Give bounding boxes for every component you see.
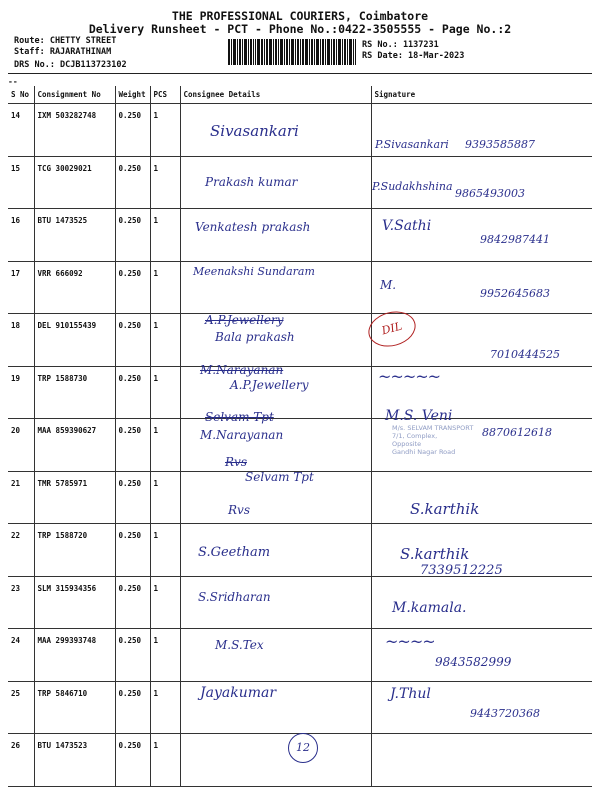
row-pcs: 1 (150, 104, 180, 157)
row-sno: 14 (8, 104, 34, 157)
row-weight: 0.250 (115, 419, 150, 472)
row-sno: 24 (8, 629, 34, 682)
row-pcs: 1 (150, 419, 180, 472)
company-title: THE PROFESSIONAL COURIERS, Coimbatore (171, 9, 429, 23)
row-weight: 0.250 (115, 314, 150, 367)
table-row (8, 576, 592, 629)
row-sno: 16 (8, 209, 34, 262)
handwritten-signature: M.S. Veni (385, 408, 453, 424)
row-weight: 0.250 (115, 104, 150, 157)
row-pcs: 1 (150, 629, 180, 682)
row-pcs: 1 (150, 156, 180, 209)
row-weight: 0.250 (115, 261, 150, 314)
row-consignment: TMR 5785971 (34, 471, 115, 524)
col-signature: Signature (371, 86, 592, 104)
row-consignment: MAA 859390627 (34, 419, 115, 472)
handwritten-consignee: A.P.Jewellery (230, 378, 309, 392)
handwritten-phone: 9952645683 (480, 287, 550, 300)
row-consignment: TCG 30029021 (34, 156, 115, 209)
handwritten-consignee-struck: Rvs (225, 455, 247, 469)
row-weight: 0.250 (115, 471, 150, 524)
handwritten-phone: 9393585887 (465, 138, 535, 151)
row-pcs: 1 (150, 209, 180, 262)
handwritten-signature: V.Sathi (382, 218, 432, 234)
handwritten-phone: 9843582999 (435, 655, 512, 669)
handwritten-consignee: Meenakshi Sundaram (193, 265, 315, 278)
row-pcs: 1 (150, 576, 180, 629)
row-pcs: 1 (150, 681, 180, 734)
row-consignment: TRP 1588730 (34, 366, 115, 419)
handwritten-consignee: Sivasankari (210, 122, 299, 140)
dil-stamp: DIL (364, 306, 419, 351)
handwritten-consignee: M.Narayanan (200, 428, 284, 442)
row-pcs: 1 (150, 261, 180, 314)
row-pcs: 1 (150, 366, 180, 419)
staff-label: Staff: RAJARATHINAM (14, 47, 112, 57)
handwritten-phone: 7010444525 (490, 348, 560, 361)
handwritten-consignee-struck: M.Narayanan (200, 363, 284, 377)
row-pcs: 1 (150, 734, 180, 787)
row-sno: 20 (8, 419, 34, 472)
row-sno: 17 (8, 261, 34, 314)
row-consignment: IXM 503282748 (34, 104, 115, 157)
row-pcs: 1 (150, 471, 180, 524)
row-sno: 26 (8, 734, 34, 787)
row-weight: 0.250 (115, 366, 150, 419)
row-weight: 0.250 (115, 734, 150, 787)
handwritten-consignee: S.Sridharan (198, 590, 271, 604)
rs-date: RS Date: 18-Mar-2023 (362, 51, 465, 61)
col-pcs: PCS (150, 86, 180, 104)
handwritten-signature: S.karthik (410, 500, 480, 518)
handwritten-phone: 7339512225 (420, 563, 503, 578)
handwritten-phone: 9443720368 (470, 707, 540, 720)
handwritten-phone: 9842987441 (480, 233, 550, 246)
row-weight: 0.250 (115, 524, 150, 577)
row-sno: 19 (8, 366, 34, 419)
row-consignment: BTU 1473523 (34, 734, 115, 787)
row-consignment: TRP 1588720 (34, 524, 115, 577)
stamp-line: 7/1, Complex, (392, 432, 438, 440)
row-consignment: VRR 666092 (34, 261, 115, 314)
table-row (8, 156, 592, 209)
row-sno: 25 (8, 681, 34, 734)
barcode (228, 39, 356, 65)
handwritten-consignee: Jayakumar (200, 685, 277, 701)
rs-number: RS No.: 1137231 (362, 40, 439, 50)
handwritten-consignee: M.S.Tex (215, 638, 264, 652)
handwritten-signature-scribble: ~~~~~ (378, 367, 441, 386)
row-pcs: 1 (150, 314, 180, 367)
col-consignee: Consignee Details (180, 86, 371, 104)
row-sno: 23 (8, 576, 34, 629)
handwritten-consignee: Venkatesh prakash (195, 220, 311, 234)
stamp-line: Opposite (392, 440, 422, 448)
row-weight: 0.250 (115, 629, 150, 682)
handwritten-signature-scribble: ~~~~ (385, 632, 435, 651)
header-dash: -- (8, 77, 18, 86)
handwritten-phone: 9865493003 (455, 187, 525, 200)
page-number-mark: 12 (288, 733, 318, 763)
row-weight: 0.250 (115, 576, 150, 629)
stamp-line: M/s. SELVAM TRANSPORT (392, 424, 474, 432)
runsheet-title: Delivery Runsheet - PCT - Phone No.:0422-3505555 - Page No.:2 (88, 22, 512, 36)
handwritten-consignee: Rvs (228, 503, 250, 517)
handwritten-consignee: Selvam Tpt (245, 470, 314, 484)
row-sno: 22 (8, 524, 34, 577)
drs-number: DRS No.: DCJB113723102 (14, 60, 127, 70)
handwritten-consignee: S.Geetham (198, 545, 271, 560)
handwritten-signature: P.Sudakhshina (372, 180, 453, 193)
row-weight: 0.250 (115, 156, 150, 209)
row-sno: 15 (8, 156, 34, 209)
handwritten-phone: 8870612618 (482, 426, 552, 439)
col-sno: S No (8, 86, 34, 104)
company-rubber-stamp (392, 424, 582, 488)
handwritten-consignee-struck: Selvam Tpt (205, 410, 274, 424)
header-rule (8, 73, 592, 74)
handwritten-consignee: Prakash kumar (205, 175, 298, 189)
row-consignment: MAA 299393748 (34, 629, 115, 682)
row-sno: 21 (8, 471, 34, 524)
handwritten-signature: J.Thul (390, 686, 431, 702)
table-header-row (8, 86, 592, 104)
row-consignee-cell (180, 209, 371, 262)
col-consignment: Consignment No (34, 86, 115, 104)
row-pcs: 1 (150, 524, 180, 577)
row-sno: 18 (8, 314, 34, 367)
row-consignment: TRP 5846710 (34, 681, 115, 734)
handwritten-consignee: Bala prakash (215, 330, 295, 344)
handwritten-signature: S.karthik (400, 545, 470, 563)
handwritten-signature: P.Sivasankari (375, 138, 449, 151)
handwritten-consignee-struck: A.P.Jewellery (205, 313, 284, 327)
row-signature-cell (371, 734, 592, 787)
row-weight: 0.250 (115, 681, 150, 734)
row-consignment: BTU 1473525 (34, 209, 115, 262)
handwritten-signature: M. (380, 278, 397, 292)
table-row (8, 366, 592, 419)
row-consignment: SLM 315934356 (34, 576, 115, 629)
row-consignee-cell (180, 629, 371, 682)
table-row (8, 524, 592, 577)
row-weight: 0.250 (115, 209, 150, 262)
route-label: Route: CHETTY STREET (14, 36, 117, 46)
col-weight: Weight (115, 86, 150, 104)
handwritten-signature: M.kamala. (392, 600, 467, 616)
stamp-line: Gandhi Nagar Road (392, 448, 456, 456)
row-consignment: DEL 910155439 (34, 314, 115, 367)
row-consignee-cell (180, 734, 371, 787)
row-consignee-cell (180, 419, 371, 472)
